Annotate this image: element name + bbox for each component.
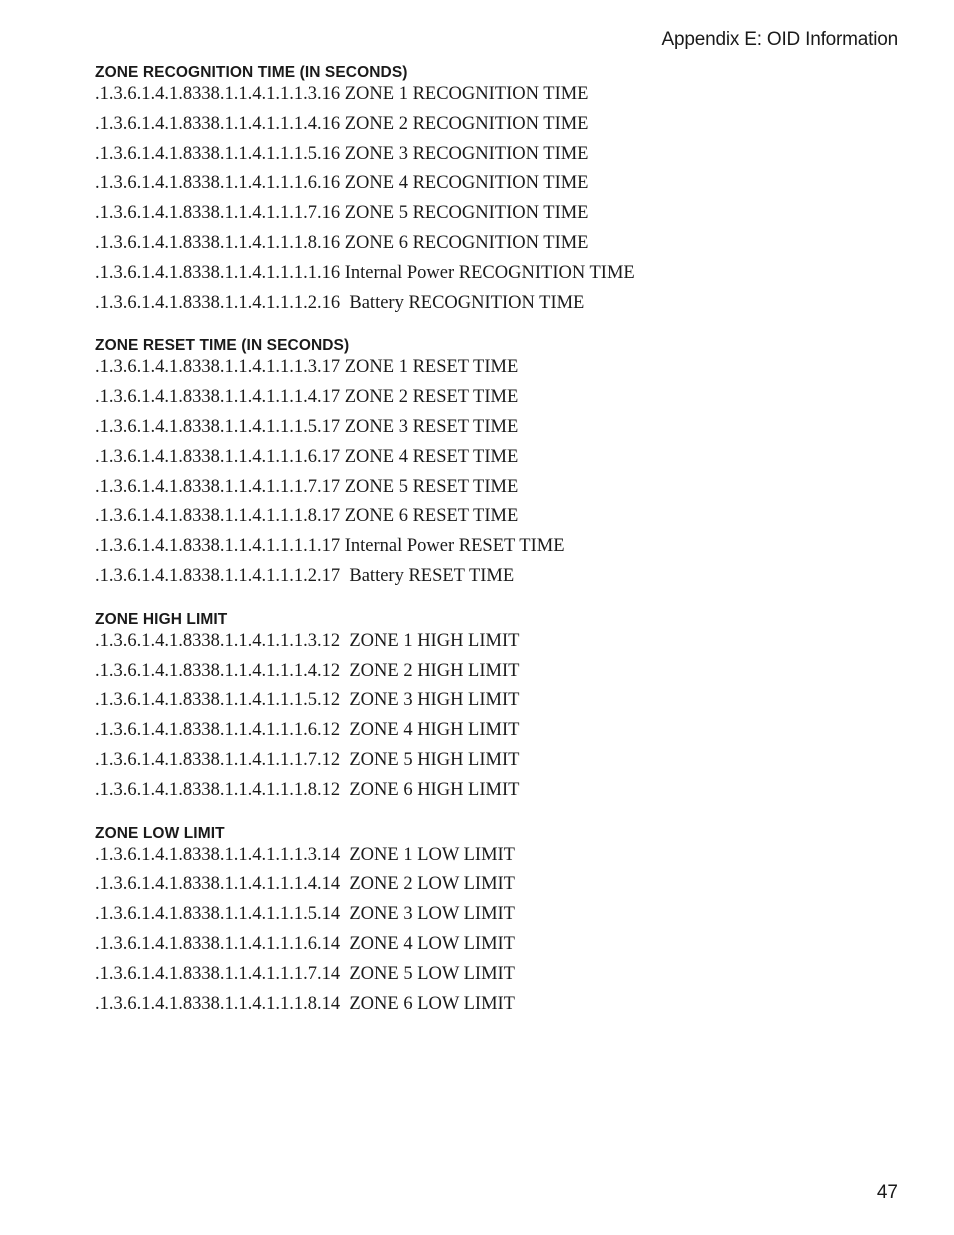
oid-entry: .1.3.6.1.4.1.8338.1.1.4.1.1.1.3.17 ZONE 1 RESET TIME: [95, 357, 519, 378]
oid-entry: .1.3.6.1.4.1.8338.1.1.4.1.1.1.3.16 ZONE 1 RECOGNITION TIME: [95, 84, 589, 104]
running-header: Appendix E: OID Information: [661, 29, 898, 50]
section-zone-recognition-time: [95, 64, 895, 318]
oid-entry: .1.3.6.1.4.1.8338.1.1.4.1.1.1.1.16 Internal Power RECOGNITION TIME: [95, 262, 635, 283]
oid-entry: .1.3.6.1.4.1.8338.1.1.4.1.1.1.2.17 Battery RESET TIME: [95, 565, 515, 586]
section-heading: ZONE RESET TIME (IN SECONDS): [95, 337, 350, 355]
oid-entry: .1.3.6.1.4.1.8338.1.1.4.1.1.1.6.12 ZONE 4 HIGH LIMIT: [95, 720, 520, 741]
section-heading: ZONE HIGH LIMIT: [95, 610, 228, 628]
section-zone-reset-time: [95, 337, 895, 591]
section-heading: ZONE RECOGNITION TIME (IN SECONDS): [95, 64, 408, 81]
oid-entry: .1.3.6.1.4.1.8338.1.1.4.1.1.1.8.14 ZONE 6 LOW LIMIT: [95, 993, 515, 1014]
oid-entry: .1.3.6.1.4.1.8338.1.1.4.1.1.1.3.14 ZONE 1 LOW LIMIT: [95, 844, 515, 865]
oid-entry: .1.3.6.1.4.1.8338.1.1.4.1.1.1.5.12 ZONE 3 HIGH LIMIT: [95, 690, 520, 711]
oid-entry: .1.3.6.1.4.1.8338.1.1.4.1.1.1.8.17 ZONE 6 RESET TIME: [95, 506, 519, 527]
oid-entry: .1.3.6.1.4.1.8338.1.1.4.1.1.1.4.14 ZONE 2 LOW LIMIT: [95, 874, 515, 895]
section-zone-low-limit: [95, 825, 895, 1020]
document-body: [95, 64, 895, 1038]
oid-entry: .1.3.6.1.4.1.8338.1.1.4.1.1.1.6.16 ZONE 4 RECOGNITION TIME: [95, 173, 589, 194]
oid-entry: .1.3.6.1.4.1.8338.1.1.4.1.1.1.3.12 ZONE 1 HIGH LIMIT: [95, 630, 520, 651]
oid-entry: .1.3.6.1.4.1.8338.1.1.4.1.1.1.7.14 ZONE 5 LOW LIMIT: [95, 963, 515, 984]
oid-entry: .1.3.6.1.4.1.8338.1.1.4.1.1.1.5.14 ZONE 3 LOW LIMIT: [95, 904, 515, 925]
oid-entry: .1.3.6.1.4.1.8338.1.1.4.1.1.1.2.16 Battery RECOGNITION TIME: [95, 292, 585, 313]
oid-entry: .1.3.6.1.4.1.8338.1.1.4.1.1.1.7.16 ZONE 5 RECOGNITION TIME: [95, 203, 589, 224]
oid-entry: .1.3.6.1.4.1.8338.1.1.4.1.1.1.6.17 ZONE 4 RESET TIME: [95, 446, 519, 467]
oid-entry: .1.3.6.1.4.1.8338.1.1.4.1.1.1.8.16 ZONE 6 RECOGNITION TIME: [95, 232, 589, 253]
section-heading: ZONE LOW LIMIT: [95, 824, 225, 842]
oid-entry: .1.3.6.1.4.1.8338.1.1.4.1.1.1.6.14 ZONE 4 LOW LIMIT: [95, 933, 515, 954]
oid-entry: .1.3.6.1.4.1.8338.1.1.4.1.1.1.8.12 ZONE 6 HIGH LIMIT: [95, 779, 520, 800]
oid-entry: .1.3.6.1.4.1.8338.1.1.4.1.1.1.4.12 ZONE 2 HIGH LIMIT: [95, 660, 520, 681]
section-zone-high-limit: [95, 611, 895, 806]
page-number: 47: [876, 1182, 898, 1203]
oid-entry: .1.3.6.1.4.1.8338.1.1.4.1.1.1.5.16 ZONE 3 RECOGNITION TIME: [95, 143, 589, 164]
oid-entry: .1.3.6.1.4.1.8338.1.1.4.1.1.1.1.17 Internal Power RESET TIME: [95, 536, 565, 557]
oid-entry: .1.3.6.1.4.1.8338.1.1.4.1.1.1.4.17 ZONE 2 RESET TIME: [95, 387, 519, 408]
oid-entry: .1.3.6.1.4.1.8338.1.1.4.1.1.1.7.12 ZONE 5 HIGH LIMIT: [95, 749, 520, 770]
oid-entry: .1.3.6.1.4.1.8338.1.1.4.1.1.1.5.17 ZONE 3 RESET TIME: [95, 416, 519, 437]
oid-entry: .1.3.6.1.4.1.8338.1.1.4.1.1.1.7.17 ZONE 5 RESET TIME: [95, 476, 519, 497]
oid-entry: .1.3.6.1.4.1.8338.1.1.4.1.1.1.4.16 ZONE 2 RECOGNITION TIME: [95, 113, 589, 134]
